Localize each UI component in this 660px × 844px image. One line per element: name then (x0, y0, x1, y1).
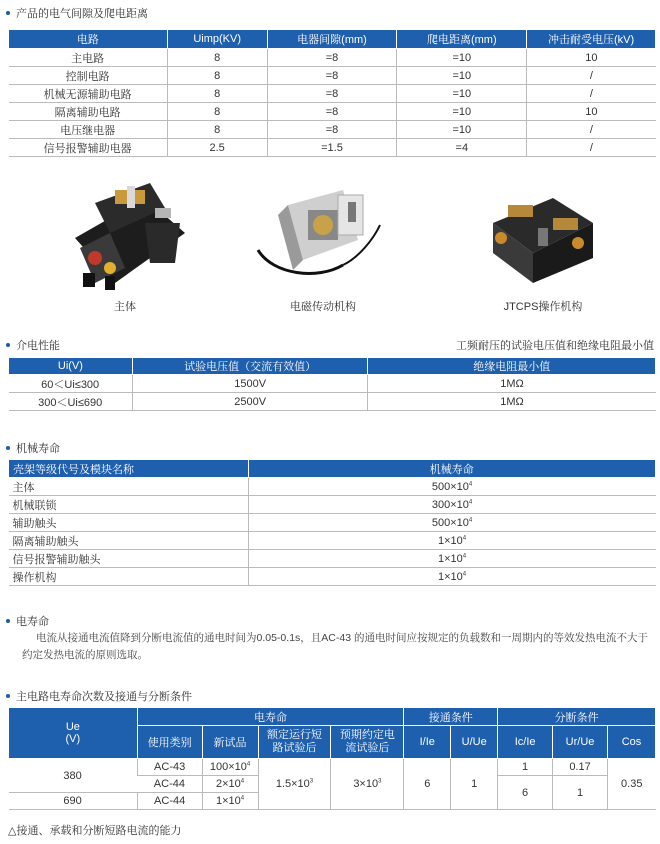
table-row (9, 478, 656, 496)
table-header-cell: 试验电压值（交流有效值） (132, 358, 368, 375)
table-row (9, 550, 656, 568)
dielectric-note: 工频耐压的试验电压值和绝缘电阻最小值 (456, 340, 654, 352)
table-cell: / (527, 121, 656, 139)
dielectric-table (8, 357, 656, 411)
table-header-row (9, 358, 656, 375)
table-cell: =1.5 (267, 139, 397, 157)
table-cell: 机械无源辅助电路 (9, 85, 168, 103)
table-cell: 8 (167, 121, 267, 139)
table-cell: / (527, 139, 656, 157)
section-title-text: 机械寿命 (16, 443, 60, 455)
table-header-cell: 电路 (9, 30, 168, 49)
table-header-cell: U/Ue (451, 726, 498, 759)
table-row (9, 496, 656, 514)
table-cell: =8 (267, 121, 397, 139)
table-row (9, 139, 656, 157)
table-cell: AC-44 (137, 776, 202, 793)
table-cell: $1\times 10^4$ (202, 793, 258, 810)
table-cell: =8 (267, 103, 397, 121)
table-cell: AC-43 (137, 759, 202, 776)
bullet-icon (6, 694, 10, 698)
table-row (9, 514, 656, 532)
table-cell: 主电路 (9, 49, 168, 67)
table-cell: =10 (397, 67, 527, 85)
life-header: 电寿命 (137, 708, 404, 726)
table-cell: 机械联锁 (9, 496, 249, 514)
table-header-cell: 电器间隙(mm) (267, 30, 397, 49)
table-cell: $1\times 10^4$ (248, 532, 655, 550)
table-cell: 控制电路 (9, 67, 168, 85)
table-cell: =8 (267, 49, 397, 67)
table-cell: 电压继电器 (9, 121, 168, 139)
table-cell: 1MΩ (368, 393, 656, 411)
table-header-row (9, 30, 656, 49)
table-cell: =8 (267, 67, 397, 85)
table-row (9, 375, 656, 393)
table-header-row (9, 708, 656, 726)
table-cell: $1\times 10^4$ (248, 568, 655, 586)
jtcps-mechanism-photo (483, 183, 603, 288)
section-title-text: 电寿命 (16, 616, 49, 628)
table-header-cell: 爬电距离(mm) (397, 30, 527, 49)
table-cell: $3\times 10^3$ (331, 759, 404, 810)
table-header-cell: 预期约定电流试验后 (331, 726, 404, 759)
table-header-cell: Cos (607, 726, 655, 759)
table-header-cell: Uimp(KV) (167, 30, 267, 49)
table-cell: $100\times 10^4$ (202, 759, 258, 776)
table-row (9, 532, 656, 550)
table-cell: 380 (9, 759, 138, 793)
table-row (9, 49, 656, 67)
table-cell: 1MΩ (368, 375, 656, 393)
make-header: 接通条件 (404, 708, 498, 726)
table-header-cell: 冲击耐受电压(kV) (527, 30, 656, 49)
table-cell: AC-44 (137, 793, 202, 810)
section-title-main-circuit-life (6, 688, 192, 704)
caption-drive: 电磁传动机构 (290, 301, 356, 313)
table-header-cell: I/Ie (404, 726, 451, 759)
table-cell: 操作机构 (9, 568, 249, 586)
main-circuit-life-table (8, 707, 656, 810)
table-cell: 0.17 (553, 759, 608, 776)
section-title-clearance (6, 5, 148, 21)
section-title-mechanical-life (6, 440, 60, 456)
table-cell: $500\times 10^4$ (248, 478, 655, 496)
table-header-cell: 使用类别 (137, 726, 202, 759)
table-cell: 8 (167, 67, 267, 85)
table-cell: 690 (9, 793, 138, 810)
table-cell: $300\times 10^4$ (248, 496, 655, 514)
table-cell: =10 (397, 121, 527, 139)
table-header-cell: 壳架等级代号及模块名称 (9, 460, 249, 478)
table-row (9, 85, 656, 103)
table-header-row (9, 460, 656, 478)
table-cell: =10 (397, 49, 527, 67)
electrical-life-paragraph: 电流从接通电流值降到分断电流值的通电时间为0.05-0.1s，且AC-43 的通电时间应按规定的负载数和一周期内的等效发热电流不大于约定发热电流的原则选取。 (22, 632, 648, 661)
table-cell: $1.5\times 10^3$ (258, 759, 331, 810)
footnote: △接通、承载和分断短路电流的能力 (8, 825, 182, 837)
table-header-cell: Ic/Ie (498, 726, 553, 759)
bullet-icon (6, 11, 10, 15)
section-title-text: 介电性能 (16, 340, 60, 352)
table-header-cell: 绝缘电阻最小值 (368, 358, 656, 375)
section-title-dielectric (6, 337, 60, 353)
electromagnetic-drive-photo (248, 180, 388, 290)
table-cell: / (527, 67, 656, 85)
table-row (9, 103, 656, 121)
table-cell: $500\times 10^4$ (248, 514, 655, 532)
table-cell: 信号报警辅助电器 (9, 139, 168, 157)
table-cell: =10 (397, 103, 527, 121)
caption-main-body: 主体 (114, 301, 136, 313)
table-row (9, 121, 656, 139)
table-cell: 主体 (9, 478, 249, 496)
bullet-icon (6, 343, 10, 347)
table-cell: 10 (527, 49, 656, 67)
table-cell: 隔离辅助电路 (9, 103, 168, 121)
table-cell: 8 (167, 103, 267, 121)
mechanical-life-table (8, 459, 656, 586)
table-cell: 8 (167, 85, 267, 103)
table-cell: 辅助触头 (9, 514, 249, 532)
table-cell: $2\times 10^4$ (202, 776, 258, 793)
table-cell: =8 (267, 85, 397, 103)
table-header-cell: Ur/Ue (553, 726, 608, 759)
table-cell: =10 (397, 85, 527, 103)
table-cell: 6 (498, 776, 553, 810)
ue-header: Ue (V) (9, 708, 138, 759)
table-cell: 60＜Ui≤300 (9, 375, 133, 393)
table-cell: $1\times 10^4$ (248, 550, 655, 568)
table-header-cell: Ui(V) (9, 358, 133, 375)
main-body-photo (55, 178, 195, 296)
table-header-cell: 机械寿命 (248, 460, 655, 478)
table-cell: 1 (498, 759, 553, 776)
table-cell: 1 (451, 759, 498, 810)
table-cell: 8 (167, 49, 267, 67)
table-cell: =4 (397, 139, 527, 157)
table-header-cell: 额定运行短路试验后 (258, 726, 331, 759)
table-row (9, 568, 656, 586)
table-row (9, 759, 656, 776)
table-header-cell: 新试品 (202, 726, 258, 759)
clearance-table (8, 29, 656, 157)
section-title-text: 主电路电寿命次数及接通与分断条件 (16, 691, 192, 703)
table-row (9, 393, 656, 411)
table-cell: 隔离辅助触头 (9, 532, 249, 550)
break-header: 分断条件 (498, 708, 656, 726)
caption-jtcps: JTCPS操作机构 (503, 301, 583, 313)
section-title-electrical-life (6, 613, 49, 629)
table-cell: 2500V (132, 393, 368, 411)
bullet-icon (6, 446, 10, 450)
table-row (9, 67, 656, 85)
table-cell: 0.35 (607, 759, 655, 810)
table-cell: 2.5 (167, 139, 267, 157)
table-cell: 1 (553, 776, 608, 810)
bullet-icon (6, 619, 10, 623)
table-cell: 6 (404, 759, 451, 810)
table-cell: 10 (527, 103, 656, 121)
table-cell: 信号报警辅助触头 (9, 550, 249, 568)
section-title-text: 产品的电气间隙及爬电距离 (16, 8, 148, 20)
table-cell: 1500V (132, 375, 368, 393)
table-cell: / (527, 85, 656, 103)
table-cell: 300＜Ui≤690 (9, 393, 133, 411)
